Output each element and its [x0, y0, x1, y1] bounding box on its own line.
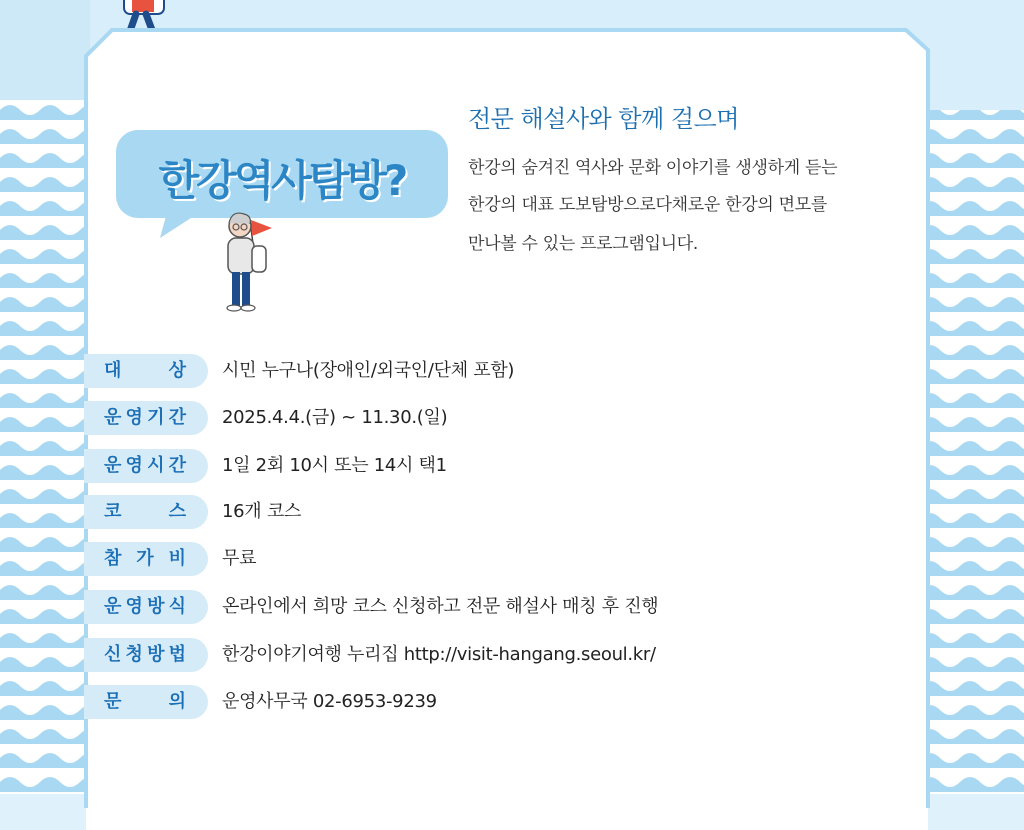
title-speech-bubble — [116, 130, 448, 240]
info-row-fee — [0, 542, 1024, 576]
intro-line: 한강의 대표 도보탐방으로다채로운 한강의 면모를 — [468, 195, 827, 215]
info-label: 참 가 비 — [104, 548, 186, 569]
info-value: 1일 2회 10시 또는 14시 택1 — [222, 455, 447, 476]
info-value: 무료 — [222, 548, 257, 569]
info-value: 운영사무국 02-6953-9239 — [222, 691, 437, 712]
info-label: 운 영 시 간 — [104, 455, 186, 476]
info-label: 대 상 — [104, 360, 186, 381]
info-value: 16개 코스 — [222, 501, 301, 522]
info-row-target — [0, 354, 1024, 388]
info-label: 운 영 방 식 — [104, 596, 186, 617]
info-label: 코 스 — [104, 501, 186, 522]
info-row-apply — [0, 638, 1024, 672]
intro-line: 한강의 숨겨진 역사와 문화 이야기를 생생하게 듣는 — [468, 158, 838, 178]
info-row-period — [0, 401, 1024, 435]
info-label: 운 영 기 간 — [104, 407, 186, 428]
intro-heading: 전문 해설사와 함께 걸으며 — [468, 105, 739, 133]
info-row-method — [0, 590, 1024, 624]
info-label: 신 청 방 법 — [104, 644, 186, 665]
info-value: 온라인에서 희망 코스 신청하고 전문 해설사 매칭 후 진행 — [222, 596, 659, 617]
info-value: 2025.4.4.(금) ~ 11.30.(일) — [222, 407, 448, 428]
program-title: 한강역사탐방? — [158, 156, 406, 205]
info-value: 한강이야기여행 누리집 http://visit-hangang.seoul.kr/ — [222, 644, 656, 665]
intro-line: 만나볼 수 있는 프로그램입니다. — [468, 234, 699, 254]
info-row-course — [0, 495, 1024, 529]
info-value: 시민 누구나(장애인/외국인/단체 포함) — [222, 360, 515, 381]
guide-character-icon — [214, 206, 280, 316]
info-label: 문 의 — [104, 691, 186, 712]
info-row-contact — [0, 685, 1024, 719]
flag-icon — [251, 220, 272, 236]
info-row-hours — [0, 449, 1024, 483]
